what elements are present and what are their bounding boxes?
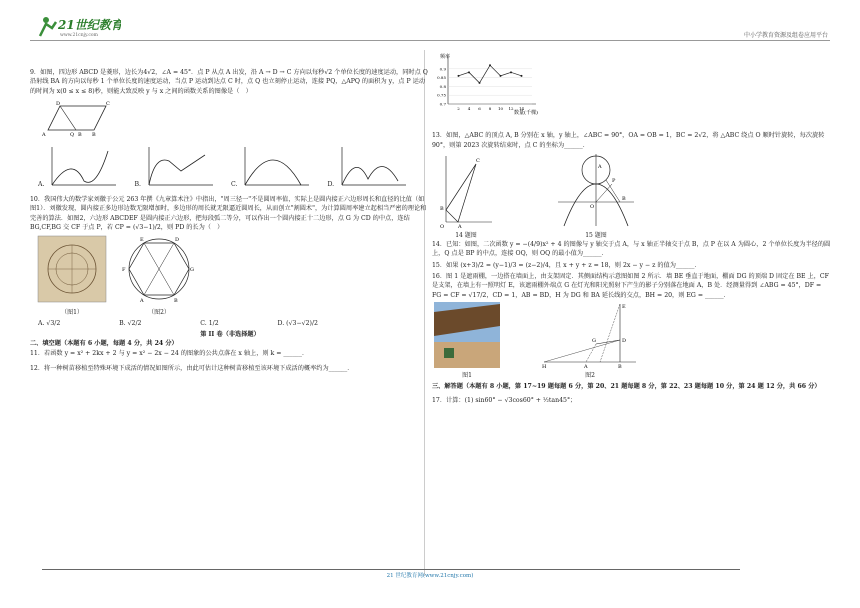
- chart-xlabel: 数量(千棵): [514, 110, 538, 116]
- parabola-circle-figure: [556, 152, 636, 228]
- graph-a: [44, 145, 120, 189]
- svg-text:P: P: [612, 177, 616, 184]
- section-2-title: 第 II 卷（非选择题）: [200, 330, 260, 338]
- q10-option-a[interactable]: A. √3/2: [38, 319, 61, 327]
- question-17: 17．计算：(1) sin60° − √3cos60° + ½tan45°；: [432, 396, 577, 404]
- hexagon-in-circle-figure: [118, 234, 200, 304]
- q10-option-c[interactable]: C. 1/2: [200, 319, 219, 327]
- chart-ytick-label: 0.8: [439, 83, 446, 89]
- svg-text:O: O: [440, 223, 445, 228]
- q9-option-a[interactable]: [38, 145, 120, 189]
- frequency-chart: [432, 52, 552, 124]
- fig15: [556, 152, 636, 240]
- chart-xtick-label: 12: [508, 106, 514, 111]
- q10-figures: [36, 234, 430, 316]
- header-right-text: 中小学教育资源及组卷应用平台: [743, 32, 828, 39]
- fig2-label: （图2）: [148, 308, 170, 316]
- svg-text:B: B: [92, 131, 96, 138]
- q10-option-d[interactable]: D. (√3−√2)/2: [277, 319, 318, 327]
- option-label: D.: [327, 180, 335, 188]
- chart-xtick-label: 2: [457, 106, 460, 111]
- logo-text: 21世纪教育: [58, 18, 121, 32]
- chart-ylabel: 频率: [440, 54, 451, 60]
- q10-option-b[interactable]: B. √2/2: [119, 319, 142, 327]
- question-9: 9．如图，四边形 ABCD 是菱形，边长为4√2，∠A = 45°．点 P 从点 A 出发，沿 A → D → C 方向以每秒√2 个单位长度的速度运动，同时点 Q 沿射线 BA 的方向以每秒 1 个单位长度的速度运动，当点 P 运动到达点 C 时，点 Q 也立刻停止运动，连接 PQ，△APQ 的面积为 y，点 P 运动的时间为 x(0 ≤ x ≤ 8)秒，则能大致反映 y 与 x 之间的函数关系的图像是（ ）: [30, 69, 428, 95]
- ancient-diagram-image: [36, 234, 108, 304]
- svg-text:Q: Q: [70, 131, 75, 138]
- svg-text:B: B: [622, 195, 626, 202]
- svg-text:F: F: [122, 267, 126, 274]
- svg-text:B: B: [78, 131, 82, 138]
- svg-text:A: A: [458, 223, 462, 228]
- q9-option-c[interactable]: [231, 145, 313, 189]
- question-12: 12．将一种树苗移植至特殊环境下成活的情况如图所示，由此可估计这种树苗移植至该环境下成活的概率约为______．: [30, 364, 354, 372]
- q16-figures: [434, 302, 832, 380]
- chart-data-point: [468, 71, 470, 73]
- footer-text: 21 世纪教育网(www.21cnjy.com): [386, 573, 474, 579]
- header-divider: [30, 40, 830, 41]
- svg-text:C: C: [106, 100, 110, 107]
- q9-rhombus-figure: [40, 98, 110, 140]
- question-13: 13．如图，△ABC 的顶点 A, B 分别在 x 轴，y 轴上，∠ABC = 90°，OA = OB = 1，BC = 2√2，将 △ABC 绕点 O 顺时针旋转，每次旋转90°，则第 2023 次旋转结束时，点 C 的坐标为______．: [432, 132, 825, 149]
- fig-a: [434, 302, 500, 380]
- option-label: C.: [230, 180, 238, 188]
- chart-ytick-label: 0.75: [437, 92, 446, 98]
- answer-section-title: 三、解答题（本题有 8 小题，第 17~19 题每题 6 分，第 20、21 题每题 8 分，第 22、23 题每题 10 分，第 24 题 12 分，共 66 分）: [432, 383, 821, 391]
- svg-text:A: A: [42, 131, 46, 138]
- fig14-label: 14 题图: [455, 232, 477, 240]
- chart-data-point: [489, 64, 491, 66]
- question-10: 10．我国伟大的数学家刘徽于公元 263 年撰《九章算术注》中指出，"周三径一"不是圆周率值，实际上是圆内接正六边形周长和直径的比值（如图1）．刘徽发现，圆内接正多边形边数无限增加时，多边形的周长就无限逼近圆周长，从而创立"割圆术"，为计算圆周率建立起相当严密的理论和完善的算法．如图2，六边形 ABCDEF 是圆内接正六边形，把每段弧二等分，可以作出一个圆内接正十二边形，点 G 为 CD 的中点，连结 BG,CF,BG 交 CF 于点 P，若 CP = (√3−1)/2，则 PD 的长为（ ）: [30, 196, 427, 232]
- right-column: [432, 52, 832, 407]
- fig2: [118, 234, 200, 316]
- chart-xtick-label: 8: [488, 106, 492, 111]
- svg-text:D: D: [175, 237, 180, 244]
- q9-option-d[interactable]: [327, 145, 410, 189]
- left-column: [30, 52, 430, 375]
- chart-ytick-label: 0.9: [439, 66, 446, 72]
- fig14: [436, 152, 496, 240]
- question-16: 16．图 1 是遮雨棚，一边搭在墙面上，由支架固定．其侧面结构示意图如图 2 所示．墙 BE 垂直于地面，棚面 DG 的顶端 D 固定在 BE 上，CF 是支架，在墙上有一照明灯 E，该遮雨棚外端点 G 在灯光和阳光照射下产生的影子分别落在地面 A，B 处．经测量得到 ∠ABG = 45°，DF = FG = CF = √17/2，CD = 1，AB = BD，H 为 DG 和 BA 延长线的交点，BH = 20，则 EG = ______．: [432, 273, 829, 299]
- chart-xtick-label: 10: [497, 106, 504, 111]
- question-14: 14．已知：如图，二次函数 y = −(4/9)x² + 4 的图像与 y 轴交于点 A，与 x 轴正半轴交于点 B，点 P 在以 A 为圆心，2 个单位长度为半径的圆上，Q 点是 BP 的中点，连接 OQ，则 OQ 的最小值为______．: [432, 241, 831, 258]
- fig-b: [540, 302, 640, 380]
- option-label: A.: [38, 180, 45, 188]
- chart-ytick-label: 0.7: [439, 101, 446, 107]
- chart-data-point: [500, 75, 502, 77]
- question-11: 11．若函数 y = x² + 2kx + 2 与 y = x² − 2x − 24 的图象的公共点落在 x 轴上，则 k = ______．: [30, 349, 309, 357]
- logo: [36, 14, 121, 38]
- chart-data-point: [521, 75, 523, 77]
- svg-text:O: O: [590, 203, 595, 210]
- svg-text:E: E: [622, 303, 626, 310]
- option-label: B.: [134, 180, 141, 188]
- svg-text:D: D: [622, 337, 627, 344]
- q10-options: [38, 319, 318, 328]
- fig-a-label: 图1: [462, 372, 472, 380]
- chart-ytick-label: 0.85: [437, 75, 446, 81]
- triangle-axes-figure: [436, 152, 496, 228]
- fig-b-label: 图2: [585, 372, 595, 380]
- svg-text:C: C: [476, 157, 480, 164]
- chart-data-point: [479, 82, 481, 84]
- graph-b: [141, 145, 217, 189]
- svg-text:E: E: [140, 237, 144, 244]
- graph-c: [237, 145, 313, 189]
- chart-data-point: [458, 75, 460, 77]
- graph-d: [334, 145, 410, 189]
- svg-text:A: A: [598, 163, 602, 170]
- svg-text:G: G: [190, 267, 194, 274]
- q9-option-b[interactable]: [134, 145, 217, 189]
- chart-xtick-label: 14: [518, 106, 525, 111]
- question-15: 15．如果 (x+3)/2 = (y−1)/3 = (z−2)/4，且 x + y + z = 18，则 2x − y − z 的值为______．: [432, 261, 701, 269]
- chart-xtick-label: 4: [467, 106, 471, 111]
- svg-text:B: B: [174, 298, 178, 305]
- chart-series-line: [459, 65, 522, 83]
- q14-q15-figures: [436, 152, 832, 240]
- svg-text:A: A: [140, 298, 144, 305]
- svg-text:H: H: [542, 363, 547, 368]
- fig1: [36, 234, 108, 316]
- svg-text:D: D: [56, 100, 61, 107]
- fill-section-title: 二、填空题（本题有 6 小题，每题 4 分，共 24 分）: [30, 340, 178, 348]
- svg-text:B: B: [618, 363, 622, 368]
- chart-data-point: [510, 71, 512, 73]
- fig15-label: 15 题图: [585, 232, 607, 240]
- svg-text:G: G: [592, 337, 596, 344]
- q9-options: [38, 145, 430, 189]
- fig1-label: （图1）: [61, 308, 83, 316]
- svg-text:A: A: [584, 363, 588, 368]
- awning-diagram: [540, 302, 640, 368]
- logo-runner-icon: [36, 14, 121, 38]
- awning-photo: [434, 302, 500, 368]
- svg-text:B: B: [440, 205, 444, 212]
- logo-url: www.21cnjy.com: [60, 33, 98, 38]
- chart-xtick-label: 6: [478, 106, 481, 111]
- footer-divider: [42, 569, 740, 570]
